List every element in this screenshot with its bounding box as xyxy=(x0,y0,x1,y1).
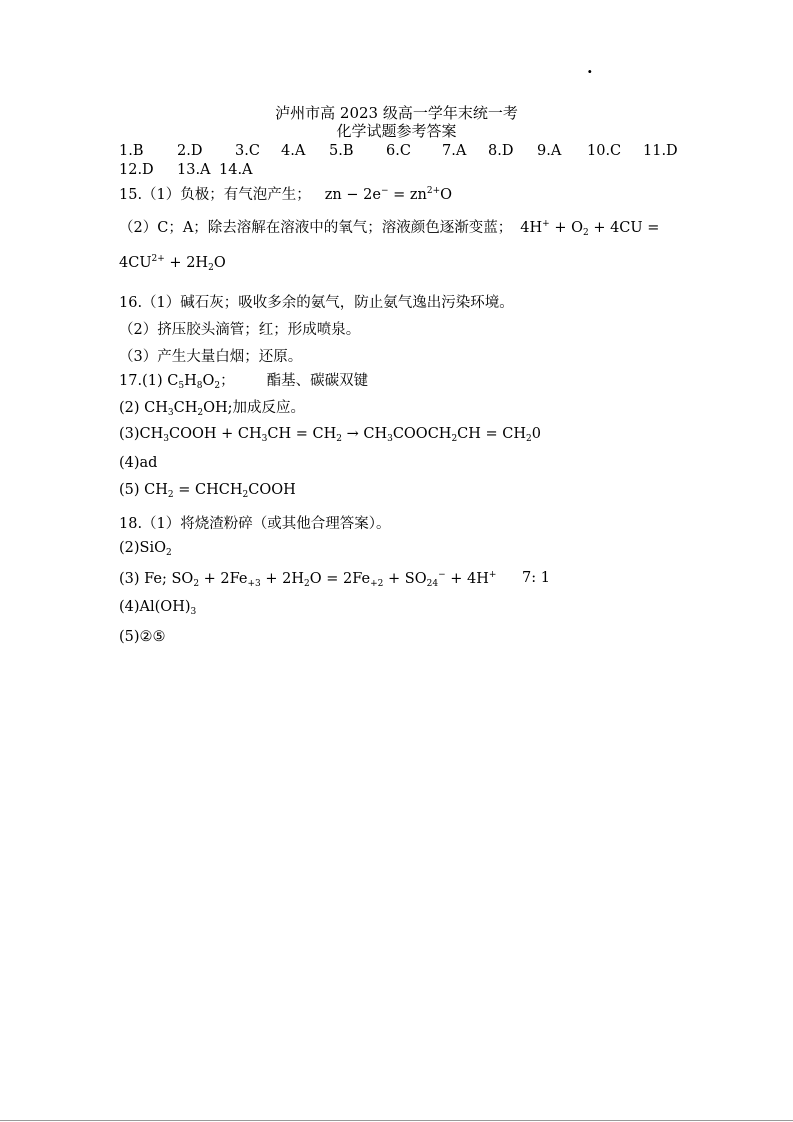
mc-answer: 3.C xyxy=(235,143,260,159)
q18-part1: 18.（1）将烧渣粉碎（或其他合理答案）。 xyxy=(119,516,391,532)
eq-sub: +2 xyxy=(370,579,384,589)
eq-sub: 2 xyxy=(304,579,310,589)
mc-answer: 6.C xyxy=(386,143,411,159)
formula-sub: 2 xyxy=(214,381,221,391)
eq-sub: 3 xyxy=(387,434,393,444)
formula-sub: 2 xyxy=(166,548,172,558)
q15-p2-equation xyxy=(520,220,659,236)
formula-sub: 5 xyxy=(178,381,185,391)
header-dot-mark: . xyxy=(587,58,593,77)
formula-term: CH xyxy=(173,400,198,416)
eq-term: + 4CU = xyxy=(588,220,660,236)
formula-term: O xyxy=(202,373,215,389)
eq-term: + 2H xyxy=(164,255,209,271)
formula-term: = CHCH xyxy=(173,482,243,498)
eq-term: O xyxy=(213,255,226,271)
eq-sup: − xyxy=(438,570,446,580)
q16-part2: （2）挤压胶头滴管；红；形成喷泉。 xyxy=(119,322,361,338)
q17-p3-label: (3) xyxy=(119,426,140,442)
eq-sub: 2 xyxy=(193,579,200,589)
q17-part2 xyxy=(119,396,305,418)
formula-term: COOH xyxy=(248,482,296,498)
eq-sub: 3 xyxy=(163,434,170,444)
mc-answer: 9.A xyxy=(537,143,562,159)
eq-sub: 2 xyxy=(208,263,214,273)
q15-p2-text: （2）C；A；除去溶解在溶液中的氧气；溶液颜色逐渐变蓝； xyxy=(119,220,513,236)
mc-answer: 11.D xyxy=(643,143,678,159)
q15-p1-equation xyxy=(325,187,452,203)
eq-sup: 2+ xyxy=(151,254,165,264)
q15-part2 xyxy=(119,216,659,238)
eq-term: 4H xyxy=(520,220,543,236)
formula-sub: 2 xyxy=(242,490,249,500)
q15-part2-continued xyxy=(119,254,226,273)
eq-term: CH = CH xyxy=(267,426,337,442)
mc-answer: 2.D xyxy=(177,143,203,159)
q17-p2-label: (2) xyxy=(119,400,145,416)
q15-part1 xyxy=(119,183,452,204)
eq-term: COOH + CH xyxy=(169,426,262,442)
eq-term: COOCH xyxy=(392,426,452,442)
formula-sub: 3 xyxy=(167,408,174,418)
q17-p1-label: 17.(1) xyxy=(119,373,168,389)
formula-term: (2)SiO xyxy=(119,540,166,556)
mc-answer: 7.A xyxy=(442,143,467,159)
eq-sub: 3 xyxy=(261,434,268,444)
eq-term: zn − 2e xyxy=(324,187,381,203)
eq-term: + 2Fe xyxy=(199,571,248,587)
eq-sup: − xyxy=(380,186,389,196)
formula-sub: 2 xyxy=(167,490,174,500)
eq-sup: 2+ xyxy=(426,186,441,196)
doc-title: 泸州市高 2023 级高一学年末统一考 xyxy=(275,104,518,122)
eq-sup: + xyxy=(542,219,550,229)
eq-term: + O xyxy=(549,220,583,236)
eq-term: Fe; SO xyxy=(144,571,194,587)
formula-sub: 8 xyxy=(196,381,203,391)
eq-term: O = 2Fe xyxy=(309,571,371,587)
formula-sub: 3 xyxy=(190,607,197,617)
eq-term: O xyxy=(440,187,453,203)
eq-sub: 2 xyxy=(582,228,589,238)
eq-term: + SO xyxy=(383,571,427,587)
q18-part2 xyxy=(119,540,172,558)
q17-part5 xyxy=(119,482,296,500)
formula-term: CH xyxy=(144,400,168,416)
formula-term: OH;加成反应。 xyxy=(203,400,306,416)
q16-part3: （3）产生大量白烟；还原。 xyxy=(119,349,303,365)
mc-answer: 13.A xyxy=(177,162,211,178)
mc-answer: 4.A xyxy=(281,143,306,159)
formula-term: CH xyxy=(144,482,168,498)
q15-p1-text: 15.（1）负极；有气泡产生； xyxy=(119,187,311,203)
formula-term: (4)Al(OH) xyxy=(119,599,191,615)
eq-term: 0 xyxy=(531,426,541,442)
eq-term: = zn xyxy=(388,187,427,203)
mc-answer: 8.D xyxy=(488,143,514,159)
formula-sub: 2 xyxy=(197,408,204,418)
q17-p1-functional-groups: 酯基、碳碳双键 xyxy=(266,373,369,389)
q18-part5: (5)②⑤ xyxy=(119,629,166,645)
q17-p5-label: (5) xyxy=(119,482,145,498)
formula-term: ； xyxy=(220,373,235,389)
eq-sub: 2 xyxy=(526,434,532,444)
eq-sub: 24 xyxy=(426,579,439,589)
eq-term: + 2H xyxy=(260,571,305,587)
eq-sup: + xyxy=(488,570,497,580)
mc-answer: 10.C xyxy=(587,143,622,159)
formula-term: H xyxy=(184,373,197,389)
mc-answer: 5.B xyxy=(329,143,354,159)
mc-answer: 1.B xyxy=(119,143,144,159)
q16-part1: 16.（1）碱石灰；吸收多余的氨气，防止氨气逸出污染环境。 xyxy=(119,295,514,311)
eq-sub: +3 xyxy=(247,579,261,589)
eq-term: + 4H xyxy=(445,571,489,587)
q18-p3-ratio: 7: 1 xyxy=(522,570,550,586)
eq-term: CH = CH xyxy=(457,426,527,442)
eq-term: → CH xyxy=(341,426,388,442)
q17-part4: (4)ad xyxy=(119,455,158,471)
eq-sub: 2 xyxy=(451,434,458,444)
q17-part1 xyxy=(119,369,368,391)
bottom-border-line xyxy=(0,1120,793,1121)
q18-part3 xyxy=(119,570,496,589)
mc-answer: 14.A xyxy=(219,162,253,178)
q17-part3 xyxy=(119,426,541,444)
doc-subtitle: 化学试题参考答案 xyxy=(336,122,457,140)
eq-term: 4CU xyxy=(119,255,152,271)
formula-term: C xyxy=(167,373,179,389)
q18-part4 xyxy=(119,599,196,617)
eq-sub: 2 xyxy=(336,434,342,444)
q18-p3-label: (3) xyxy=(119,571,145,587)
mc-answer: 12.D xyxy=(119,162,154,178)
eq-term: CH xyxy=(139,426,164,442)
